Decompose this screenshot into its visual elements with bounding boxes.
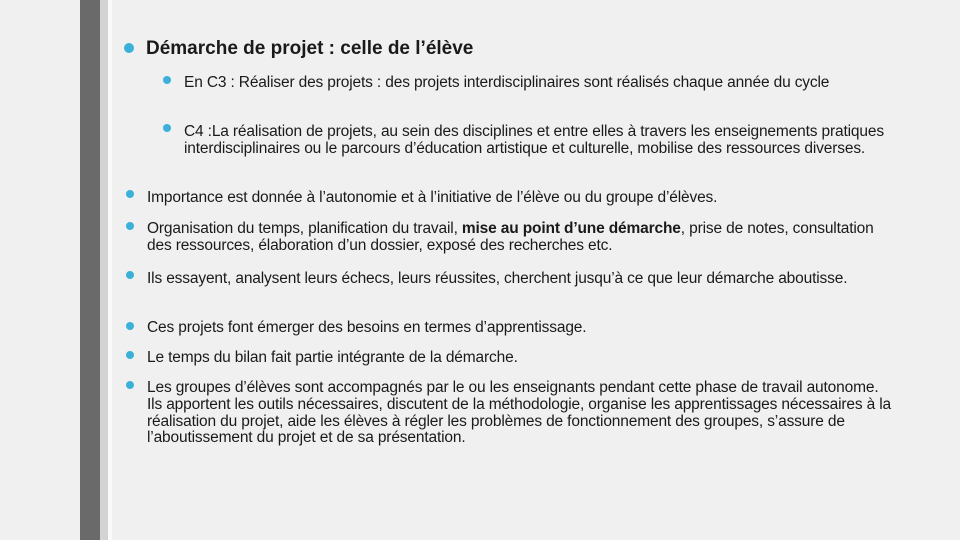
item-organisation-text-start: Organisation du temps, planification du travail, [147, 220, 462, 237]
sub-item-c3: En C3 : Réaliser des projets : des projets interdisciplinaires sont réalisés chaque année du cycle [184, 74, 830, 91]
decorative-stripe-dark [80, 0, 100, 540]
sub-item-c4: C4 :La réalisation de projets, au sein des disciplines et entre elles à travers les enseignements pratiques interdisciplinaires ou le parcours d’éducation artistique et culturelle, mobilise des ressources diverses. [184, 123, 884, 157]
bullet-icon [163, 124, 171, 132]
item-autonomie: Importance est donnée à l’autonomie et à l’initiative de l’élève ou du groupe d’élèves. [147, 189, 718, 206]
item-groupes: Les groupes d’élèves sont accompagnés par le ou les enseignants pendant cette phase de travail autonome. Ils apportent les outils nécessaires, discutent de la méthodologie, organise les apprentissages nécessaires à la réalisation du projet, aide les élèves à régler les problèmes de fonctionnement des groupes, s’assure de l’aboutissement du projet et de sa présentation. [147, 379, 892, 447]
bullet-icon [126, 381, 134, 389]
item-organisation [147, 221, 897, 255]
item-besoins: Ces projets font émerger des besoins en termes d’apprentissage. [147, 319, 587, 336]
bullet-icon [126, 271, 134, 279]
slide-heading: Démarche de projet : celle de l’élève [146, 38, 474, 59]
item-organisation-text-end: , prise de notes, consultation des ressources, élaboration d’un dossier, exposé des recherches etc. [147, 220, 874, 254]
item-essayent: Ils essayent, analysent leurs échecs, leurs réussites, cherchent jusqu’à ce que leur démarche aboutisse. [147, 270, 848, 287]
bullet-icon [126, 322, 134, 330]
bullet-icon [126, 222, 134, 230]
item-organisation-bold: mise au point d’une démarche [461, 220, 681, 237]
bullet-icon [126, 190, 134, 198]
decorative-stripe-light [100, 0, 108, 540]
bullet-icon [126, 351, 134, 359]
item-bilan: Le temps du bilan fait partie intégrante de la démarche. [147, 349, 518, 366]
decorative-stripe-white [108, 0, 112, 540]
bullet-icon [163, 76, 171, 84]
bullet-icon [124, 43, 134, 53]
